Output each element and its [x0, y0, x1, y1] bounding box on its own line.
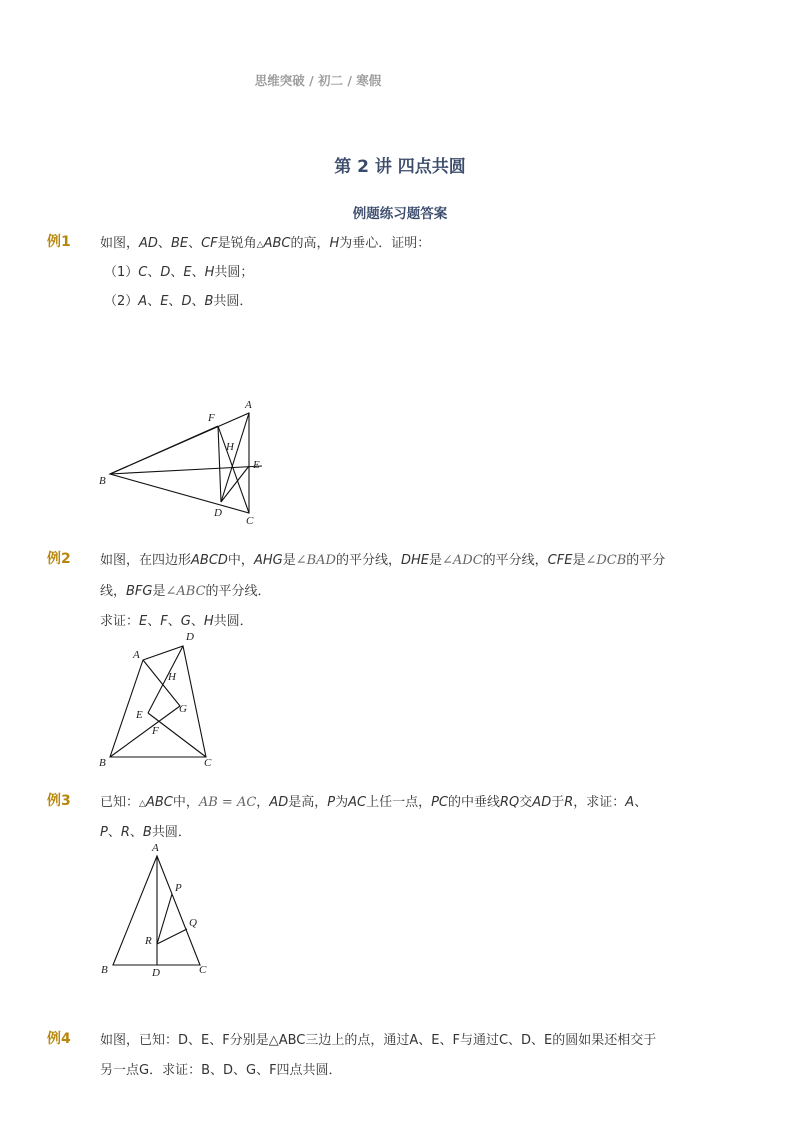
example-2-line-3: 求证：E、F、G、H共圆．: [100, 614, 253, 629]
example-2-label: 例2: [47, 551, 71, 567]
fig2-label-e: E: [136, 709, 143, 721]
fig1-label-a: A: [245, 399, 252, 411]
example-1-label: 例1: [47, 234, 71, 250]
fig3-label-b: B: [101, 964, 108, 976]
fig3-label-q: Q: [189, 917, 197, 929]
section-subtitle: 例题练习题答案: [352, 206, 448, 222]
example-2-line-1: 如图，在四边形ABCD中，AHG是∠BAD的平分线，DHE是∠ADC的平分线，CFE是∠DCB的平分: [100, 553, 666, 568]
fig2-label-b: B: [99, 757, 106, 769]
fig1-label-h: H: [226, 441, 234, 453]
fig3-label-d: D: [152, 967, 160, 979]
example-3-label: 例3: [47, 793, 71, 809]
fig1-label-c: C: [246, 515, 254, 527]
fig3-label-p: P: [175, 882, 182, 894]
fig1-label-e: E: [253, 459, 260, 471]
fig2-label-h: H: [168, 671, 176, 683]
page-header: 思维突破 / 初二 / 寒假: [254, 73, 382, 88]
fig2-label-c: C: [204, 757, 212, 769]
example-4-line-1: 如图，已知：D、E、F分别是△ABC三边上的点，通过A、E、F与通过C、D、E的圆如果还相交于: [100, 1033, 657, 1048]
fig2-label-f: F: [152, 725, 159, 737]
lecture-title: 第 2 讲 四点共圆: [334, 157, 466, 177]
fig1-label-d: D: [214, 507, 222, 519]
example-4-line-2: 另一点G．求证：B、D、G、F四点共圆．: [100, 1063, 342, 1078]
example-3-line-1: 已知：△ABC中，AB = AC，AD是高，P为AC上任一点，PC的中垂线RQ交AD于R，求证：A、: [100, 795, 648, 810]
fig2-label-a: A: [133, 649, 140, 661]
example-1-line-1: 如图，AD、BE、CF是锐角△ABC的高，H为垂心．证明：: [100, 236, 431, 251]
fig3-label-c: C: [199, 964, 207, 976]
fig3-label-r: R: [145, 935, 152, 947]
fig1-label-f: F: [208, 412, 215, 424]
fig1-label-b: B: [99, 475, 106, 487]
fig3-lines: [113, 856, 200, 965]
fig2-label-d: D: [186, 631, 194, 643]
fig3-label-a: A: [152, 842, 159, 854]
example-4-label: 例4: [47, 1031, 71, 1047]
fig2-label-g: G: [179, 703, 187, 715]
example-1-line-3: （2）A、E、D、B共圆．: [104, 294, 253, 309]
example-1-line-2: （1）C、D、E、H共圆；: [104, 265, 254, 280]
example-3-line-2: P、R、B共圆．: [100, 825, 191, 840]
example-2-line-2: 线，BFG是∠ABC的平分线．: [100, 584, 271, 599]
